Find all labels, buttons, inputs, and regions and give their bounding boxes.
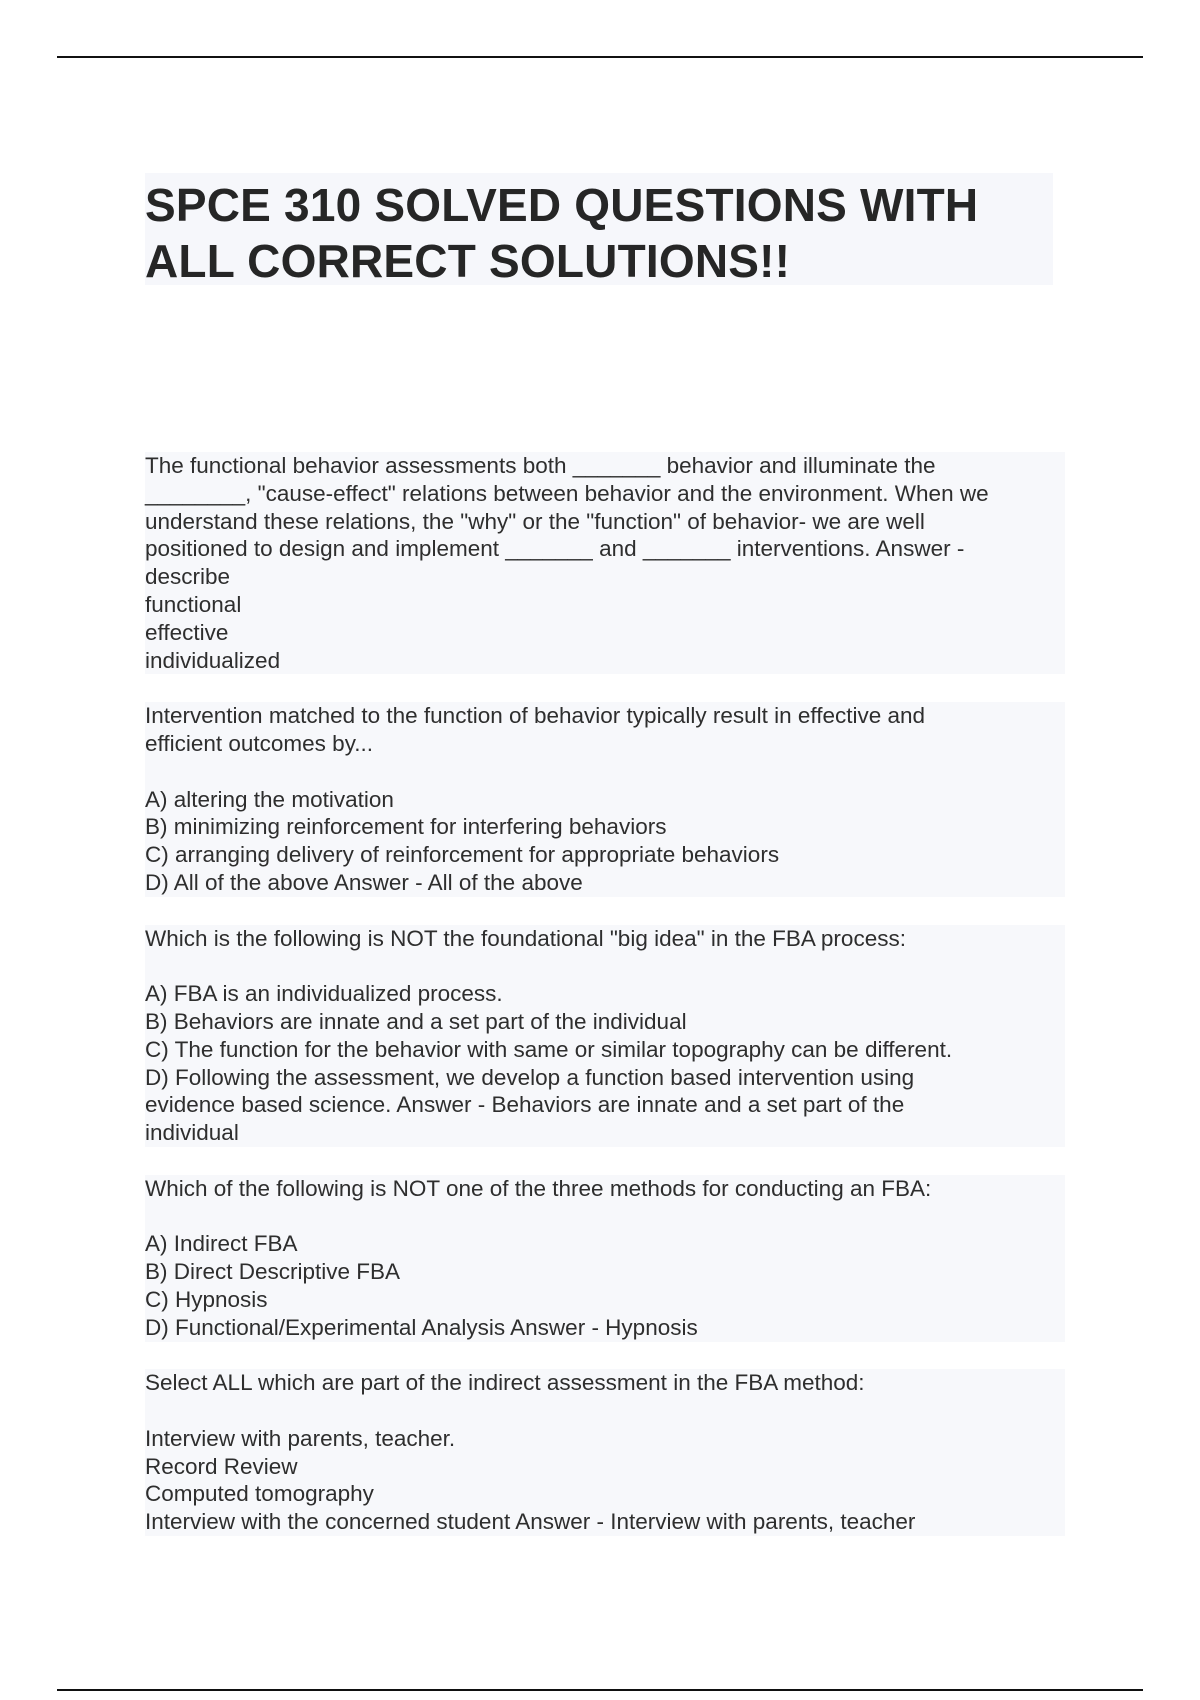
question-text: understand these relations, the "why" or the "function" of behavior- we are well <box>145 508 925 534</box>
option-d: D) Following the assessment, we develop a function based intervention using <box>145 1064 915 1090</box>
question-4 <box>145 1175 1065 1342</box>
answer-text: effective <box>145 619 229 645</box>
question-text: Select ALL which are part of the indirect assessment in the FBA method: <box>145 1370 865 1396</box>
option-b: B) Direct Descriptive FBA <box>145 1259 401 1285</box>
question-2 <box>145 702 1065 897</box>
option-a: A) FBA is an individualized process. <box>145 981 503 1007</box>
header-rule <box>57 56 1143 58</box>
question-text: The functional behavior assessments both _______ behavior and illuminate the <box>145 453 936 478</box>
question-3 <box>145 925 1065 1147</box>
option-a: A) altering the motivation <box>145 786 394 812</box>
question-text: efficient outcomes by... <box>145 730 374 756</box>
question-text: Which is the following is NOT the foundational "big idea" in the FBA process: <box>145 925 906 951</box>
option-c: C) Hypnosis <box>145 1286 268 1312</box>
option-d-answer: evidence based science. Answer - Behaviors are innate and a set part of the <box>145 1092 905 1118</box>
option-a: A) Indirect FBA <box>145 1231 298 1257</box>
option-d-answer: D) Functional/Experimental Analysis Answer - Hypnosis <box>145 1314 698 1340</box>
footer-rule <box>57 1689 1143 1691</box>
option-4-answer: Interview with the concerned student Answer - Interview with parents, teacher <box>145 1509 916 1535</box>
question-text: Which of the following is NOT one of the three methods for conducting an FBA: <box>145 1175 932 1201</box>
option-d-answer: D) All of the above Answer - All of the above <box>145 869 583 895</box>
question-text: Intervention matched to the function of behavior typically result in effective and <box>145 703 926 729</box>
option-c: C) The function for the behavior with same or similar topography can be different. <box>145 1036 953 1062</box>
answer-text: describe <box>145 564 231 590</box>
option-b: B) minimizing reinforcement for interfering behaviors <box>145 814 667 840</box>
option-d-answer: individual <box>145 1120 239 1146</box>
question-1 <box>145 452 1065 674</box>
document-title <box>145 173 1053 285</box>
option-b: B) Behaviors are innate and a set part of the individual <box>145 1008 687 1034</box>
title-line: ALL CORRECT SOLUTIONS!! <box>145 235 791 287</box>
option-2: Record Review <box>145 1453 298 1479</box>
question-text: positioned to design and implement _______ and _______ interventions. Answer - <box>145 536 965 562</box>
question-5 <box>145 1369 1065 1536</box>
answer-text: individualized <box>145 647 281 673</box>
option-1: Interview with parents, teacher. <box>145 1425 456 1451</box>
question-text: ________, "cause-effect" relations between behavior and the environment. When we <box>145 480 989 506</box>
answer-text: functional <box>145 591 242 617</box>
title-line: SPCE 310 SOLVED QUESTIONS WITH <box>145 179 979 231</box>
document-body <box>145 452 1065 1536</box>
option-c: C) arranging delivery of reinforcement for appropriate behaviors <box>145 842 780 868</box>
option-3: Computed tomography <box>145 1481 374 1507</box>
